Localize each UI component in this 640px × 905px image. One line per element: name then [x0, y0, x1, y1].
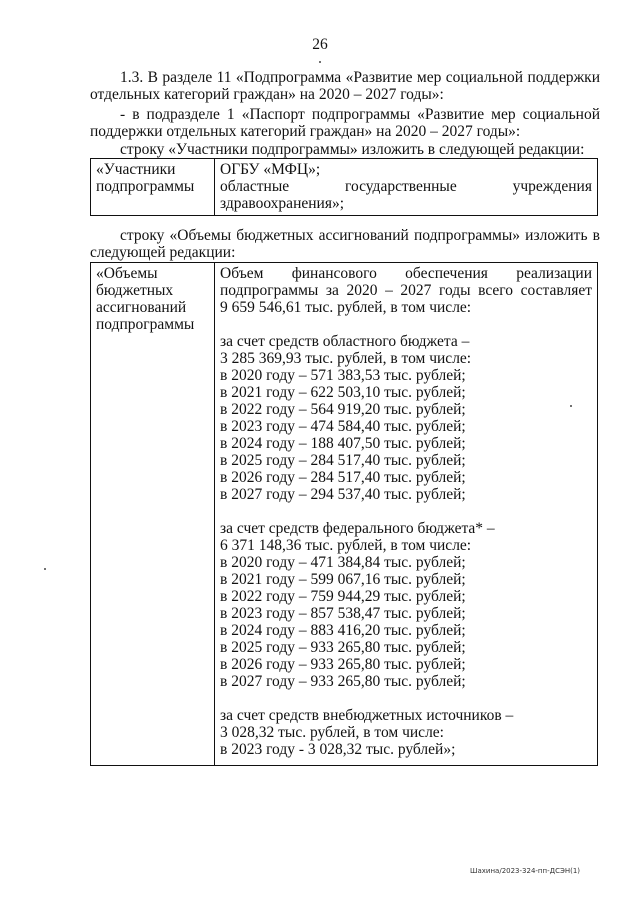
participants-value-line: [220, 178, 592, 195]
page-number: 26: [312, 36, 328, 53]
word: –: [385, 282, 393, 299]
regional-year-line: в 2021 году – 622 503,10 тыс. рублей;: [220, 384, 466, 401]
total-line: [220, 265, 592, 282]
federal-year-line: в 2020 году – 471 384,84 тыс. рублей;: [220, 554, 466, 571]
budget-table: [90, 262, 598, 766]
regional-total: 3 285 369,93 тыс. рублей, в том числе:: [220, 350, 472, 367]
word: подпрограммы: [220, 282, 319, 299]
regional-header: за счет средств областного бюджета –: [220, 333, 470, 350]
federal-year-line: в 2024 году – 883 416,20 тыс. рублей;: [220, 622, 466, 639]
word: за: [325, 282, 339, 299]
participants-value-line: ОГБУ «МФЦ»;: [220, 161, 321, 178]
budget-label-cell: [91, 263, 215, 766]
participants-label-line: «Участники: [96, 161, 176, 178]
total-line: [220, 282, 592, 299]
word: реализации: [516, 265, 592, 282]
participants-label-line: подпрограммы: [96, 178, 195, 195]
word: 2020: [346, 282, 378, 299]
budget-value-cell: [215, 263, 598, 766]
regional-year-line: в 2026 году – 284 517,40 тыс. рублей;: [220, 469, 466, 486]
scan-speck: [44, 568, 46, 570]
regional-year-line: в 2025 году – 284 517,40 тыс. рублей;: [220, 452, 466, 469]
extrabudget-header: за счет средств внебюджетных источников –: [220, 707, 514, 724]
regional-year-line: в 2027 году – 294 537,40 тыс. рублей;: [220, 486, 466, 503]
federal-year-line: в 2026 году – 933 265,80 тыс. рублей;: [220, 656, 466, 673]
extrabudget-total: 3 028,32 тыс. рублей, в том числе:: [220, 724, 444, 741]
extrabudget-year-line: в 2023 году - 3 028,32 тыс. рублей»;: [220, 741, 456, 758]
participants-table: [90, 158, 598, 216]
federal-header: за счет средств федерального бюджета* –: [220, 520, 495, 537]
federal-year-line: в 2023 году – 857 538,47 тыс. рублей;: [220, 605, 466, 622]
federal-total: 6 371 148,36 тыс. рублей, в том числе:: [220, 537, 472, 554]
participants-label-cell: [91, 159, 215, 216]
word: обеспечения: [405, 265, 488, 282]
scan-speck: [570, 405, 572, 407]
word: всего: [478, 282, 514, 299]
budget-label-line: подпрограммы: [96, 316, 195, 333]
word: областные: [220, 178, 290, 195]
word: финансового: [291, 265, 377, 282]
budget-instruction: строку «Объемы бюджетных ассигнований подпрограммы» изложить в следующей редакции:: [90, 227, 600, 261]
participants-value-line: здравоохранения»;: [220, 195, 345, 212]
word: 2027: [400, 282, 432, 299]
regional-year-line: в 2023 году – 474 584,40 тыс. рублей;: [220, 418, 466, 435]
budget-label-line: ассигнований: [96, 299, 187, 316]
scan-speck: [319, 61, 321, 63]
federal-year-line: в 2021 году – 599 067,16 тыс. рублей;: [220, 571, 466, 588]
budget-label-line: «Объемы: [96, 265, 158, 282]
regional-year-line: в 2020 году – 571 383,53 тыс. рублей;: [220, 367, 466, 384]
section-paragraph: 1.3. В разделе 11 «Подпрограмма «Развитие мер социальной поддержки отдельных категорий граждан» на 2020 – 2027 годы»:: [90, 69, 600, 103]
document-footer-code: Шахина/2023-324-пп-ДСЭН(1): [470, 867, 581, 875]
word: составляет: [520, 282, 592, 299]
federal-year-line: в 2027 году – 933 265,80 тыс. рублей;: [220, 673, 466, 690]
federal-year-line: в 2025 году – 933 265,80 тыс. рублей;: [220, 639, 466, 656]
subsection-paragraph: - в подразделе 1 «Паспорт подпрограммы «Развитие мер социальной поддержки отдельных категорий граждан» на 2020 – 2027 годы»:: [90, 106, 600, 140]
regional-year-line: в 2024 году – 188 407,50 тыс. рублей;: [220, 435, 466, 452]
federal-year-line: в 2022 году – 759 944,29 тыс. рублей;: [220, 588, 466, 605]
total-line: 9 659 546,61 тыс. рублей, в том числе:: [220, 299, 472, 316]
word: годы: [438, 282, 471, 299]
regional-year-line: в 2022 году – 564 919,20 тыс. рублей;: [220, 401, 466, 418]
participants-instruction: строку «Участники подпрограммы» изложить в следующей редакции:: [120, 141, 585, 158]
word: государственные: [345, 178, 457, 195]
word: учреждения: [512, 178, 592, 195]
word: Объем: [220, 265, 264, 282]
participants-value-cell: [215, 159, 598, 216]
budget-label-line: бюджетных: [96, 282, 174, 299]
